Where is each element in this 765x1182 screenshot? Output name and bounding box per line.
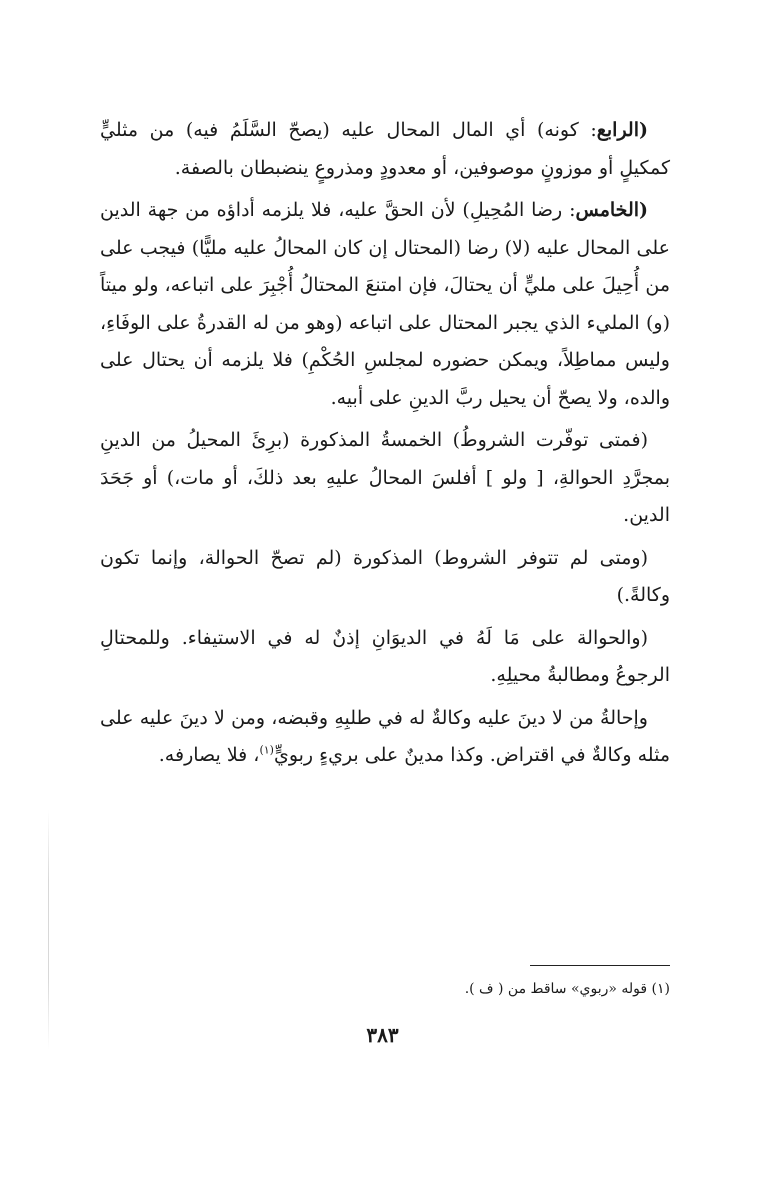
paragraph-conditions-met	[100, 422, 670, 535]
body-text	[100, 112, 670, 775]
page-number: ٣٨٣	[366, 1023, 399, 1047]
paragraph-conditions-not-met	[100, 540, 670, 615]
paragraph-text: وإحالةُ من لا دينَ عليه وكالةٌ له في طلبِهِ وقبضه، ومن لا دينَ عليه على مثله وكالةٌ في اقتراض. وكذا مدينٌ على بريءٍ ربويٍّ	[100, 706, 670, 766]
paragraph-text: : كونه) أي المال المحال عليه (يصحّ السَّلَمُ فيه) من مثليٍّ كمكيلٍ أو موزونٍ موصوفين، أو معدودٍ ومذروعٍ ينضبطان بالصفة.	[100, 119, 670, 179]
paragraph-lead: (الخامس	[575, 199, 648, 221]
paragraph-fourth-condition	[100, 112, 670, 187]
paragraph-text-after: ، فلا يصارفه.	[158, 744, 260, 766]
footnote	[100, 978, 670, 1000]
paragraph-text: : رضا المُحِيلِ) لأن الحقَّ عليه، فلا يلزمه أداؤه من جهة الدين على المحال عليه (لا) رضا (المحتال إن كان المحالُ عليه مليًّا) فيجب على من أُحِيلَ على مليٍّ أن يحتالَ، فإن امتنعَ المحتالُ أُجْبِرَ على اتباعه، ولو ميتاً (و) المليء الذي يجبر المحتال على اتباعه (وهو من له القدرةُ على الوفَاءِ، وليس مماطِلاً، ويمكن حضوره لمجلسِ الحُكْمِ) فلا يلزمه أن يحتال على والده، ولا يصحّ أن يحيل ربَّ الدينِ على أبيه.	[100, 199, 670, 409]
paragraph-diwan-transfer	[100, 620, 670, 695]
paragraph-lead: (الرابع	[596, 119, 648, 141]
paragraph-non-debtor-transfer	[100, 700, 670, 775]
paragraph-fifth-condition	[100, 192, 670, 417]
scan-edge-shadow	[48, 810, 49, 1050]
footnote-reference[interactable]: (١)	[259, 743, 274, 757]
paragraph-text: (ومتى لم تتوفر الشروط) المذكورة (لم تصحّ الحوالة، وإنما تكون وكالةً.)	[100, 546, 670, 606]
paragraph-text: (فمتى توفّرت الشروطُ) الخمسةُ المذكورة (برِئَ المحيلُ من الدينِ بمجرَّدِ الحوالةِ، [ ولو ] أفلسَ المحالُ عليهِ بعد ذلكَ، أو مات،) أو جَحَدَ الدين.	[100, 429, 670, 526]
footnote-text: (١) قوله «ربوي» ساقط من ( ف ).	[464, 981, 670, 997]
paragraph-text: (والحوالة على مَا لَهُ في الديوَانِ إذنٌ له في الاستيفاء. وللمحتالِ الرجوعُ ومطالبةُ محيلِهِ.	[100, 626, 670, 686]
footnote-divider	[530, 965, 670, 966]
